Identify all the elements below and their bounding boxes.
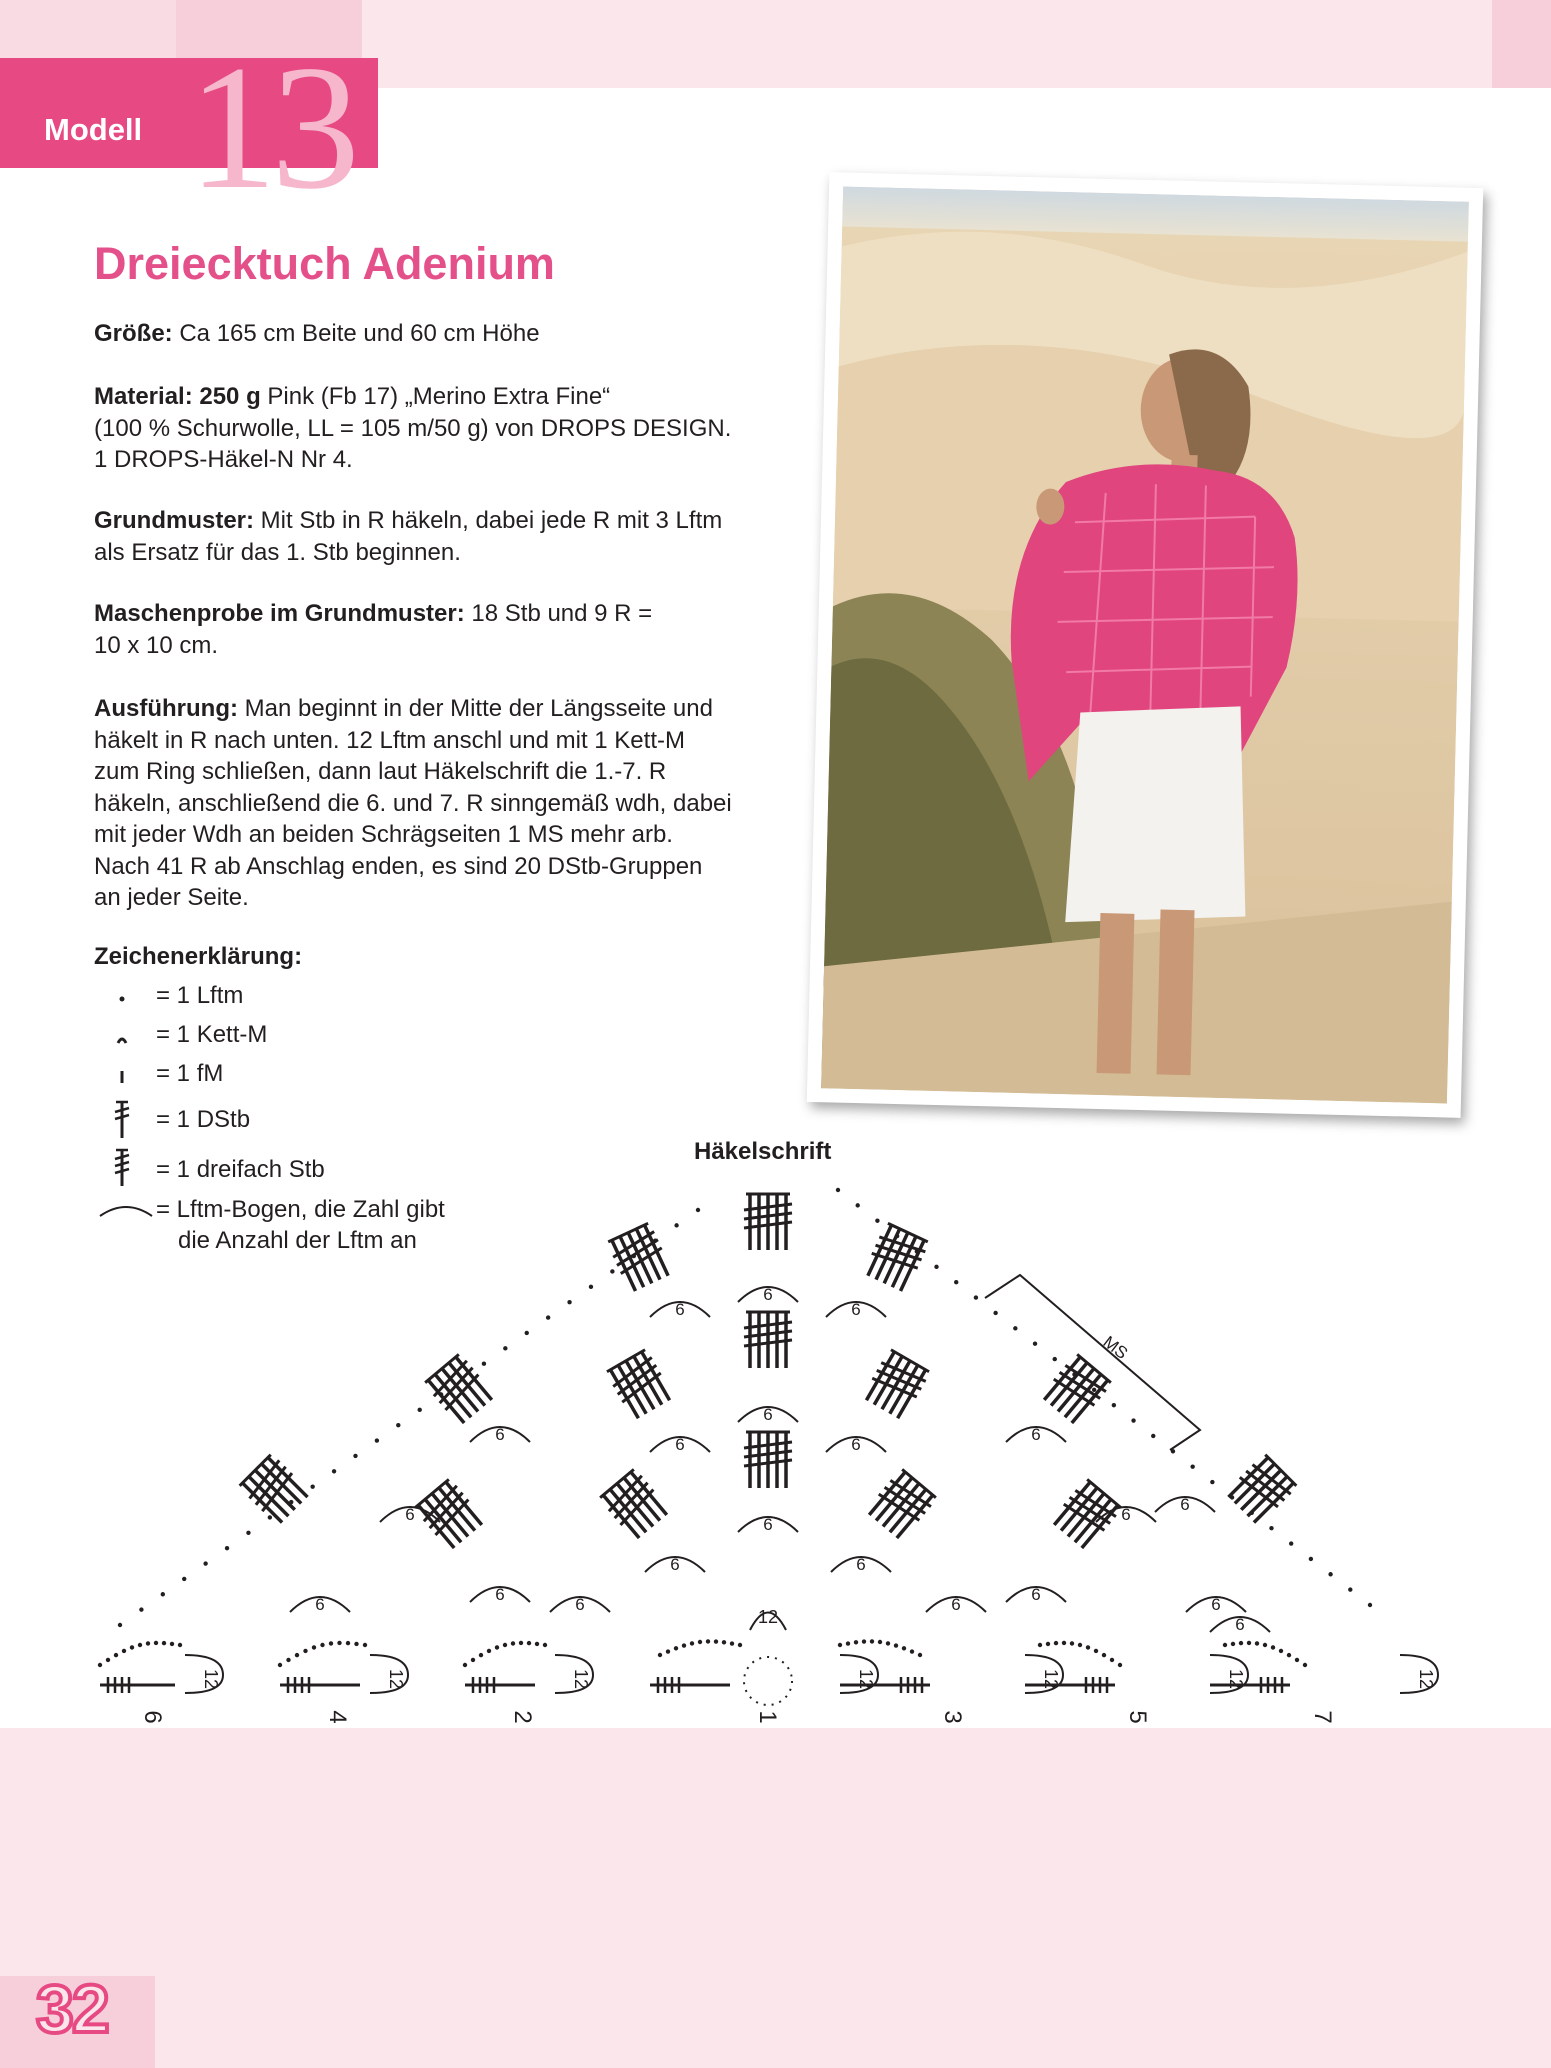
material-label: Material: 250 g <box>94 383 261 410</box>
chain-dot <box>696 1208 700 1212</box>
chain-dot <box>1279 1649 1283 1653</box>
arc-count: 6 <box>1031 1425 1041 1444</box>
chain-dot <box>354 1642 358 1646</box>
crochet-chart <box>80 1180 1450 1728</box>
chain-dot <box>106 1658 110 1662</box>
chain-dot <box>910 1649 914 1653</box>
chain-dot <box>525 1331 529 1335</box>
chain-dot <box>396 1423 400 1427</box>
chain-dot <box>353 1454 357 1458</box>
chain-dot <box>902 1646 906 1650</box>
chain-dot <box>495 1645 499 1649</box>
arc-count: 6 <box>675 1300 685 1319</box>
page-title: Dreiecktuch Adenium <box>94 238 555 289</box>
chain-dot <box>1092 1388 1096 1392</box>
execution-line: häkeln, anschließend die 6. und 7. R sinngemäß wdh, dabei <box>94 789 732 817</box>
chain-dot <box>363 1643 367 1647</box>
chain-dot <box>836 1188 840 1192</box>
chain-dot <box>1094 1649 1098 1653</box>
chain-dot <box>1131 1418 1135 1422</box>
row-number: 6 <box>139 1710 166 1724</box>
chain-dot <box>1053 1357 1057 1361</box>
chain-dot <box>487 1649 491 1653</box>
chain-dot <box>225 1546 229 1550</box>
chain-dot <box>1295 1658 1299 1662</box>
chain-dot <box>482 1362 486 1366</box>
chain-dot <box>698 1640 702 1644</box>
arc-count: 6 <box>575 1595 585 1614</box>
chain-dot <box>738 1643 742 1647</box>
chain-dot <box>722 1640 726 1644</box>
arc-count: 6 <box>1031 1585 1041 1604</box>
chain-dot <box>1102 1653 1106 1657</box>
arc-count: 6 <box>315 1595 325 1614</box>
chain-dot <box>503 1346 507 1350</box>
arc-count: 12 <box>1041 1668 1061 1690</box>
chain-dot <box>1086 1645 1090 1649</box>
chain-dot <box>854 1640 858 1644</box>
chain-dot <box>375 1438 379 1442</box>
chain-dot <box>1070 1641 1074 1645</box>
chain-dot <box>1151 1434 1155 1438</box>
chain-dot <box>154 1641 158 1645</box>
chain-dot <box>1046 1642 1050 1646</box>
arc-count: 6 <box>1180 1495 1190 1514</box>
chain-dot <box>295 1653 299 1657</box>
legend-label: = 1 DStb <box>156 1106 251 1133</box>
chain-dot <box>1368 1603 1372 1607</box>
legend-label: die Anzahl der Lftm an <box>178 1227 417 1254</box>
chain-dot <box>1309 1557 1313 1561</box>
chain-dot <box>479 1653 483 1657</box>
chain-dot <box>1118 1663 1122 1667</box>
chain-dot <box>918 1653 922 1657</box>
top-band-block <box>0 0 176 58</box>
triple-treble-cluster <box>238 1453 312 1527</box>
chain-dot <box>1289 1541 1293 1545</box>
chain-dot <box>1231 1642 1235 1646</box>
size-label: Größe: <box>94 320 173 347</box>
chain-dot <box>161 1592 165 1596</box>
chain-dot <box>178 1643 182 1647</box>
photo-image <box>821 186 1469 1103</box>
legend-item <box>94 982 574 1016</box>
chain-dot <box>706 1639 710 1643</box>
chain-dot <box>1054 1641 1058 1645</box>
arc-count: 12 <box>856 1668 876 1690</box>
chain-dot <box>138 1643 142 1647</box>
chain-dot <box>332 1469 336 1473</box>
chain-dot <box>1038 1643 1042 1647</box>
execution-line: zum Ring schließen, dann laut Häkelschrift die 1.-7. R <box>94 758 667 785</box>
arc-count: 6 <box>763 1285 773 1304</box>
arc-count: 6 <box>851 1435 861 1454</box>
chart-title: Häkelschrift <box>694 1138 832 1165</box>
arc-count: 6 <box>1211 1595 1221 1614</box>
page-number: 32 <box>36 1971 108 2047</box>
chain-dot <box>98 1663 102 1667</box>
triple-treble-cluster <box>606 1222 673 1293</box>
arc-count: 12 <box>757 1607 779 1627</box>
arc-count: 6 <box>495 1425 505 1444</box>
chain-dot <box>690 1641 694 1645</box>
chain-dot <box>894 1643 898 1647</box>
chain-dot <box>1033 1342 1037 1346</box>
chain-dot <box>1255 1641 1259 1645</box>
chain-dot <box>320 1643 324 1647</box>
chain-dot <box>730 1641 734 1645</box>
arc-count: 6 <box>495 1585 505 1604</box>
arc-count: 12 <box>571 1668 591 1690</box>
top-band-block <box>1492 0 1551 88</box>
arc-count: 6 <box>1235 1615 1245 1634</box>
chain-dot <box>162 1641 166 1645</box>
triple-treble-cluster <box>1224 1453 1298 1527</box>
gauge-text: 18 Stb und 9 R = <box>464 600 653 627</box>
chain-dot <box>1328 1572 1332 1576</box>
chain-dot <box>1247 1641 1251 1645</box>
legend-item <box>94 1060 574 1094</box>
chain-dot <box>1062 1641 1066 1645</box>
chain-dot <box>870 1639 874 1643</box>
arc-count: 12 <box>1226 1668 1246 1690</box>
chain-dot <box>1190 1464 1194 1468</box>
material-line: 1 DROPS-Häkel-N Nr 4. <box>94 446 353 473</box>
chain-dot <box>114 1653 118 1657</box>
legend-item <box>94 1021 574 1055</box>
chain-dot <box>246 1531 250 1535</box>
triple-treble-cluster <box>744 1432 792 1488</box>
chain-dot <box>312 1645 316 1649</box>
arc-count: 6 <box>851 1300 861 1319</box>
chain-dot <box>471 1658 475 1662</box>
arc-count: 6 <box>675 1435 685 1454</box>
pattern-text: Mit Stb in R häkeln, dabei jede R mit 3 Lftm <box>254 507 723 534</box>
chain-dot <box>346 1641 350 1645</box>
chain-dot <box>610 1269 614 1273</box>
chain-dot <box>838 1643 842 1647</box>
chain-dot <box>1013 1326 1017 1330</box>
size-paragraph <box>94 318 794 350</box>
chain-dot <box>954 1280 958 1284</box>
chain-dot <box>1287 1653 1291 1657</box>
row-number: 7 <box>1309 1710 1336 1724</box>
chain-dot <box>337 1641 341 1645</box>
single-crochet-icon <box>94 1060 156 1094</box>
model-label: Modell <box>44 112 143 147</box>
execution-text: Man beginnt in der Mitte der Längsseite und <box>237 695 713 722</box>
legend-heading: Zeichenerklärung: <box>94 943 303 970</box>
chain-dot <box>329 1641 333 1645</box>
execution-line: Nach 41 R ab Anschlag enden, es sind 20 DStb-Gruppen <box>94 852 703 880</box>
chain-dot <box>567 1300 571 1304</box>
row-number: 3 <box>939 1710 966 1724</box>
arc-count: 12 <box>1416 1668 1436 1690</box>
repeat-label: MS <box>1099 1332 1132 1364</box>
gauge-paragraph <box>94 598 794 661</box>
legend-label: = Lftm-Bogen, die Zahl gibt <box>156 1196 445 1223</box>
arc-count: 6 <box>1121 1505 1131 1524</box>
pattern-label: Grundmuster: <box>94 507 255 534</box>
chain-dot <box>1269 1526 1273 1530</box>
pattern-line: als Ersatz für das 1. Stb beginnen. <box>94 538 461 566</box>
chain-dot <box>1223 1643 1227 1647</box>
chain-dot <box>130 1645 134 1649</box>
chain-dot <box>278 1663 282 1667</box>
model-number: 13 <box>188 28 354 226</box>
bottom-band <box>0 1728 1551 2068</box>
execution-label: Ausführung: <box>94 695 238 722</box>
chain-dot <box>182 1577 186 1581</box>
chain-dot <box>846 1641 850 1645</box>
chain-dot <box>118 1623 122 1627</box>
chain-dot <box>1210 1480 1214 1484</box>
chain-dot <box>511 1641 515 1645</box>
chain-dot <box>666 1649 670 1653</box>
chain-dot <box>535 1642 539 1646</box>
chain-dot <box>589 1285 593 1289</box>
chain-dot <box>856 1203 860 1207</box>
chain-dot <box>993 1311 997 1315</box>
triple-treble-cluster <box>1040 1353 1113 1427</box>
repeat-bracket <box>985 1275 1200 1450</box>
material-line: (100 % Schurwolle, LL = 105 m/50 g) von DROPS DESIGN. <box>94 414 732 442</box>
triple-treble-cluster <box>861 1349 931 1421</box>
chain-dot <box>875 1219 879 1223</box>
triple-treble-cluster <box>865 1468 938 1542</box>
chain-dot <box>139 1607 143 1611</box>
chain-dot-icon <box>94 982 156 1016</box>
pattern-paragraph <box>94 505 794 568</box>
chain-dot <box>463 1663 467 1667</box>
legend-item <box>94 1100 574 1140</box>
execution-line: häkelt in R nach unten. 12 Lftm anschl und mit 1 Kett-M <box>94 726 685 754</box>
chain-dot <box>170 1642 174 1646</box>
arc-count: 6 <box>763 1515 773 1534</box>
model-photo <box>807 172 1484 1118</box>
chain-dot <box>1303 1663 1307 1667</box>
chain-dot <box>122 1649 126 1653</box>
arc-count: 6 <box>405 1505 415 1524</box>
chain-dot <box>674 1223 678 1227</box>
chain-dot <box>1239 1641 1243 1645</box>
execution-line: an jeder Seite. <box>94 884 249 911</box>
chain-dot <box>546 1315 550 1319</box>
chain-dot <box>1348 1587 1352 1591</box>
chain-dot <box>714 1639 718 1643</box>
triple-treble-cluster <box>1050 1478 1123 1552</box>
chain-dot <box>268 1515 272 1519</box>
chain-dot <box>658 1653 662 1657</box>
slip-stitch-icon <box>94 1021 156 1055</box>
material-paragraph <box>94 381 794 476</box>
chain-dot <box>1078 1643 1082 1647</box>
chain-dot <box>527 1641 531 1645</box>
arc-count: 6 <box>763 1405 773 1424</box>
material-text: Pink (Fb 17) „Merino Extra Fine“ <box>260 383 611 410</box>
row-number: 5 <box>1124 1710 1151 1724</box>
chain-dot <box>1112 1403 1116 1407</box>
chain-dot <box>286 1658 290 1662</box>
chain-dot <box>310 1484 314 1488</box>
chain-dot <box>146 1641 150 1645</box>
triple-treble-cluster <box>744 1194 792 1250</box>
arc-count: 12 <box>201 1668 221 1690</box>
triple-treble-cluster <box>862 1222 929 1293</box>
chain-dot <box>674 1646 678 1650</box>
execution-line: mit jeder Wdh an beiden Schrägseiten 1 MS mehr arb. <box>94 821 673 848</box>
chain-dot <box>934 1265 938 1269</box>
triple-treble-cluster <box>414 1478 487 1552</box>
legend-label: = 1 Kett-M <box>156 1021 268 1048</box>
chain-dot <box>418 1408 422 1412</box>
triple-treble-cluster <box>605 1349 675 1421</box>
chain-dot <box>682 1643 686 1647</box>
arc-count: 6 <box>856 1555 866 1574</box>
row-number: 2 <box>509 1710 536 1724</box>
size-text: Ca 165 cm Beite und 60 cm Höhe <box>172 320 540 347</box>
chain-dot <box>862 1639 866 1643</box>
chain-dot <box>543 1643 547 1647</box>
double-treble-icon <box>94 1100 156 1140</box>
chain-dot <box>1110 1658 1114 1662</box>
gauge-label: Maschenprobe im Grundmuster: <box>94 600 465 627</box>
chain-dot <box>878 1640 882 1644</box>
arc-count: 6 <box>951 1595 961 1614</box>
chain-dot <box>519 1641 523 1645</box>
chain-dot <box>886 1641 890 1645</box>
gauge-line: 10 x 10 cm. <box>94 631 219 659</box>
chain-dot <box>203 1561 207 1565</box>
center-ring <box>744 1657 792 1705</box>
row-number: 1 <box>754 1710 781 1724</box>
arc-count: 6 <box>670 1555 680 1574</box>
triple-treble-cluster <box>744 1312 792 1368</box>
row-number: 4 <box>324 1710 351 1724</box>
chain-dot <box>1271 1645 1275 1649</box>
arc-count: 12 <box>386 1668 406 1690</box>
chain-dot <box>1263 1643 1267 1647</box>
chain-dot <box>303 1649 307 1653</box>
chain-dot <box>503 1643 507 1647</box>
triple-treble-cluster <box>599 1468 672 1542</box>
chain-dot <box>974 1295 978 1299</box>
execution-paragraph <box>94 693 794 914</box>
legend-label: = 1 dreifach Stb <box>156 1156 325 1183</box>
legend-label: = 1 fM <box>156 1060 224 1087</box>
legend-label: = 1 Lftm <box>156 982 244 1009</box>
